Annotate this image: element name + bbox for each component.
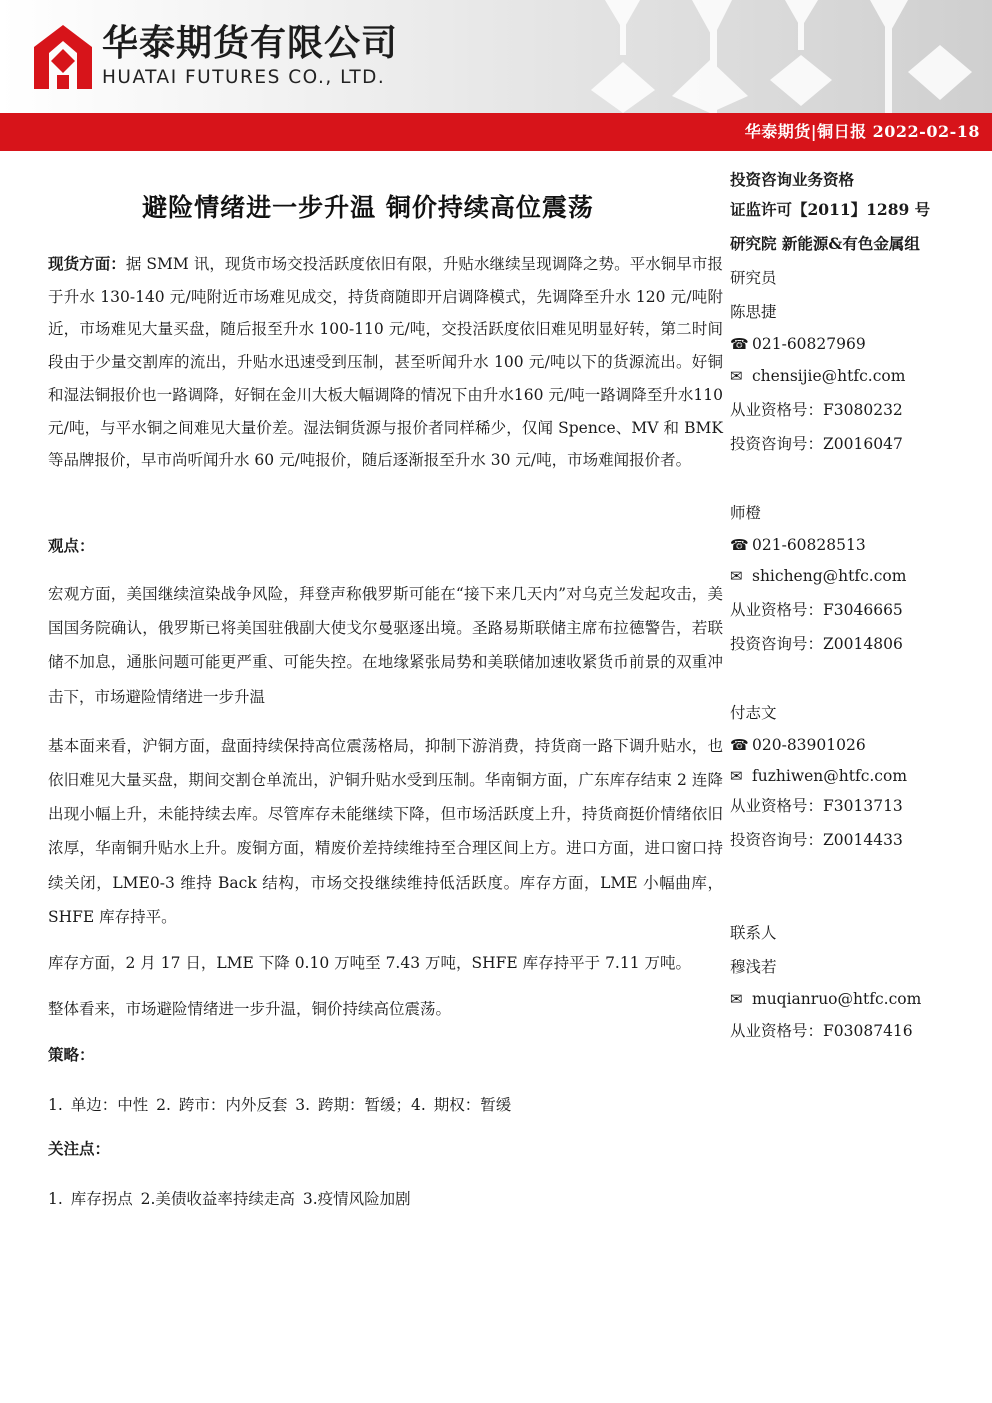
header-decoration — [520, 0, 992, 113]
license-number: 证监许可【2011】1289 号 — [730, 200, 931, 219]
contact-name: 穆浅若 — [730, 958, 777, 976]
envelope-icon: ✉ — [730, 767, 743, 785]
contact-email[interactable]: muqianruo@htfc.com — [752, 990, 922, 1008]
logo-icon — [34, 25, 92, 89]
phone-icon: ☎ — [730, 536, 749, 554]
analyst-phone: 021-60828513 — [752, 536, 866, 554]
page-header — [0, 0, 992, 113]
analyst-phone-row — [730, 734, 866, 756]
spot-text: 据 SMM 讯，现货市场交投活跃度依旧有限，升贴水继续呈现调降之势。平水铜早市报于升水 130-140 元/吨附近市场难见成交，持货商随即开启调降模式，先调降至升水 120 元/吨附近，市场难见大量买盘，随后报至升水 100-110 元/吨，交投活跃度依旧难见明显好转，第二时间段由于少量交割库的流出，升贴水迅速受到压制，甚至听闻升水 100 元/吨以下的货源流出。好铜和湿法铜报价也一路调降，好铜在金川大板大幅调降的情况下由升水160 元/吨一路调降至升水110 元/吨，与平水铜之间难见大量价差。湿法铜货源与报价者同样稀少，仅闻 Spence、MV 和 BMK 等品牌报价，早市尚听闻升水 60 元/吨报价，随后逐渐报至升水 30 元/吨，市场难闻报价者。 — [48, 255, 723, 470]
spot-paragraph — [48, 248, 723, 477]
report-banner-text: 华泰期货|铜日报 2022-02-18 — [744, 122, 980, 141]
analyst-phone-row — [730, 534, 866, 556]
analyst-phone: 020-83901026 — [752, 736, 866, 754]
view-heading: 观点： — [48, 535, 95, 555]
envelope-icon: ✉ — [730, 367, 743, 385]
strategy-heading: 策略： — [48, 1045, 95, 1065]
company-name-en: HUATAI FUTURES CO., LTD. — [102, 67, 386, 88]
focus-heading: 关注点： — [48, 1139, 111, 1159]
analyst-email-row — [730, 565, 906, 587]
contact-email-row — [730, 988, 921, 1010]
analyst-phone: 021-60827969 — [752, 335, 866, 353]
analyst-qualification-number: 从业资格号：F3080232 — [730, 401, 903, 419]
report-banner — [0, 113, 992, 151]
analyst-consult-number: 投资咨询号：Z0014806 — [730, 635, 903, 653]
main-content — [48, 248, 723, 1214]
analyst-name: 师橙 — [730, 504, 762, 522]
analyst-qualification-number: 从业资格号：F3013713 — [730, 797, 903, 815]
analyst-email[interactable]: shicheng@htfc.com — [752, 567, 907, 585]
strategy-text: 1. 单边：中性 2. 跨市：内外反套 3. 跨期：暂缓；4. 期权：暂缓 — [48, 1096, 512, 1115]
focus-text: 1. 库存拐点 2.美债收益率持续走高 3.疫情风险加剧 — [48, 1190, 411, 1209]
analyst-consult-number: 投资咨询号：Z0016047 — [730, 435, 903, 453]
macro-paragraph: 宏观方面，美国继续渲染战争风险，拜登声称俄罗斯可能在“接下来几天内”对乌克兰发起攻击，美国国务院确认，俄罗斯已将美国驻俄副大使戈尔曼驱逐出境。圣路易斯联储主席布拉德警告，若联储不加息，通胀问题可能更严重、可能失控。在地缘紧张局势和美联储加速收紧货币前景的双重冲击下，市场避险情绪进一步升温 — [48, 584, 723, 706]
page-title: 避险情绪进一步升温 铜价持续高位震荡 — [142, 193, 594, 222]
inventory-paragraph: 库存方面，2 月 17 日，LME 下降 0.10 万吨至 7.43 万吨，SHFE 库存持平于 7.11 万吨。 — [48, 953, 692, 972]
qualification-label: 投资咨询业务资格 — [730, 170, 855, 189]
researcher-label: 研究员 — [730, 269, 777, 287]
analyst-name: 付志文 — [730, 704, 777, 722]
analyst-email[interactable]: fuzhiwen@htfc.com — [752, 767, 908, 785]
envelope-icon: ✉ — [730, 567, 743, 585]
company-name-cn: 华泰期货有限公司 — [102, 23, 399, 64]
institute-name: 研究院 新能源&有色金属组 — [730, 234, 920, 253]
phone-icon: ☎ — [730, 335, 749, 353]
analyst-email-row — [730, 765, 907, 787]
analyst-name: 陈思捷 — [730, 303, 777, 321]
analyst-email-row — [730, 365, 905, 387]
fundamental-paragraph: 基本面来看，沪铜方面，盘面持续保持高位震荡格局，抑制下游消费，持货商一路下调升贴水，也依旧难见大量买盘，期间交割仓单流出，沪铜升贴水受到压制。华南铜方面，广东库存结束 2 连降出现小幅上升，未能持续去库。尽管库存未能继续下降，但市场活跃度上升，持货商挺价情绪依旧浓厚，华南铜升贴水上升。废铜方面，精废价差持续维持至合理区间上方。进口方面，进口窗口持续关闭，LME0-3 维持 Back 结构，市场交投继续维持低活跃度。库存方面，LME 小幅曲库，SHFE 库存持平。 — [48, 736, 723, 926]
contact-qualification-number: 从业资格号：F03087416 — [730, 1022, 913, 1040]
analyst-consult-number: 投资咨询号：Z0014433 — [730, 831, 903, 849]
spot-label: 现货方面： — [48, 254, 126, 273]
contact-label: 联系人 — [730, 924, 777, 942]
phone-icon: ☎ — [730, 736, 749, 754]
envelope-icon: ✉ — [730, 990, 743, 1008]
overall-paragraph: 整体看来，市场避险情绪进一步升温，铜价持续高位震荡。 — [48, 1000, 452, 1019]
analyst-qualification-number: 从业资格号：F3046665 — [730, 601, 903, 619]
analyst-email[interactable]: chensijie@htfc.com — [752, 367, 906, 385]
analyst-phone-row — [730, 333, 866, 355]
